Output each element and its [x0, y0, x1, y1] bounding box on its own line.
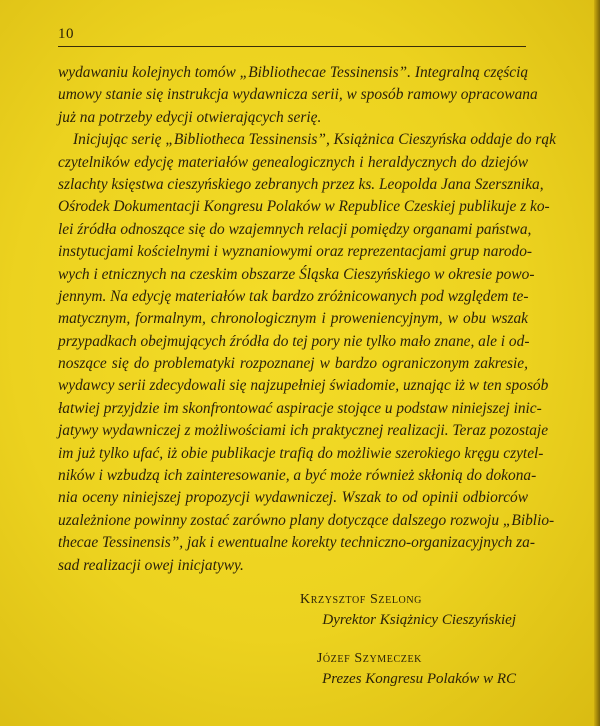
- signatory-name: Krzysztof Szelong: [300, 592, 422, 607]
- text-line: jatywy wydawniczej z możliwościami ich praktycznej realizacji. Teraz pozostaje: [58, 422, 549, 440]
- text-line: łatwiej przyjdzie im skonfrontować aspiracje stojące u podstaw niniejszej inic-: [58, 399, 542, 417]
- text-line: nia oceny niniejszej propozycji wydawniczej. Wszak to od opinii odbiorców: [58, 489, 528, 507]
- signature-block: [58, 592, 528, 629]
- text-line: szlachty księstwa cieszyńskiego zebranych przez ks. Leopolda Jana Szersznika,: [58, 175, 544, 193]
- page-edge-shadow: [594, 0, 600, 726]
- text-line: uzależnione powinny zostać zarówno plany dotyczące dalszego rozwoju „Biblio-: [58, 511, 555, 529]
- page-header: [58, 26, 526, 50]
- text-line: umowy stanie się instrukcja wydawnicza serii, w sposób ramowy opracowana: [58, 86, 538, 104]
- text-line: thecae Tessinensis”, jak i ewentualne korekty techniczno-organizacyjnych za-: [58, 534, 535, 552]
- text-line: ników i wzbudzą ich zainteresowanie, a być może również skłonią do dokona-: [58, 467, 537, 485]
- text-line: sad realizacji owej inicjatywy.: [58, 556, 244, 574]
- header-rule: [58, 46, 526, 47]
- signature-block: [58, 651, 528, 688]
- signatures: [58, 592, 528, 688]
- signatory-role: Prezes Kongresu Polaków w RC: [322, 671, 516, 687]
- text-line: już na potrzeby edycji otwierających serię.: [58, 108, 322, 126]
- text-line: czytelników edycję materiałów genealogicznych i heraldycznych do dziejów: [58, 153, 528, 171]
- text-line: im już tylko ufać, iż obie publikacje trafią do możliwie szerokiego kręgu czytel-: [58, 444, 544, 462]
- text-line: instytucjami kościelnymi i wyznaniowymi oraz reprezentacjami grup narodo-: [58, 243, 533, 261]
- text-line: wydawaniu kolejnych tomów „Bibliothecae Tessinensis”. Integralną częścią: [58, 64, 529, 81]
- text-line: Ośrodek Dokumentacji Kongresu Polaków w Republice Czeskiej publikuje z ko-: [58, 198, 550, 216]
- signatory-role: Dyrektor Książnicy Cieszyńskiej: [322, 612, 516, 628]
- text-line: jennym. Na edycję materiałów tak bardzo zróżnicowanych pod względem te-: [58, 287, 529, 305]
- text-line: matycznym, formalnym, chronologicznym i proweniencyjnym, w obu wszak: [58, 310, 528, 328]
- text-line: noszące się do problematyki rozpoznanej w bardzo ograniczonym zakresie,: [58, 355, 528, 373]
- text-line: Inicjując serię „Bibliotheca Tessinensis”, Książnica Cieszyńska oddaje do rąk: [73, 131, 556, 149]
- text-line: lei źródła odnoszące się do wzajemnych relacji pomiędzy organami państwa,: [58, 220, 532, 238]
- text-line: przypadkach obejmujących źródła do tej pory nie tylko mało znane, ale i od-: [58, 332, 530, 350]
- text-line: wych i etnicznych na czeskim obszarze Śląska Cieszyńskiego w okresie powo-: [58, 265, 535, 283]
- text-line: wydawcy serii zdecydowali się najzupełniej świadomie, uznając iż w ten sposób: [58, 377, 549, 395]
- page-number: 10: [58, 26, 74, 42]
- body-text: [58, 62, 556, 577]
- signatory-name: Józef Szymeczek: [316, 651, 422, 666]
